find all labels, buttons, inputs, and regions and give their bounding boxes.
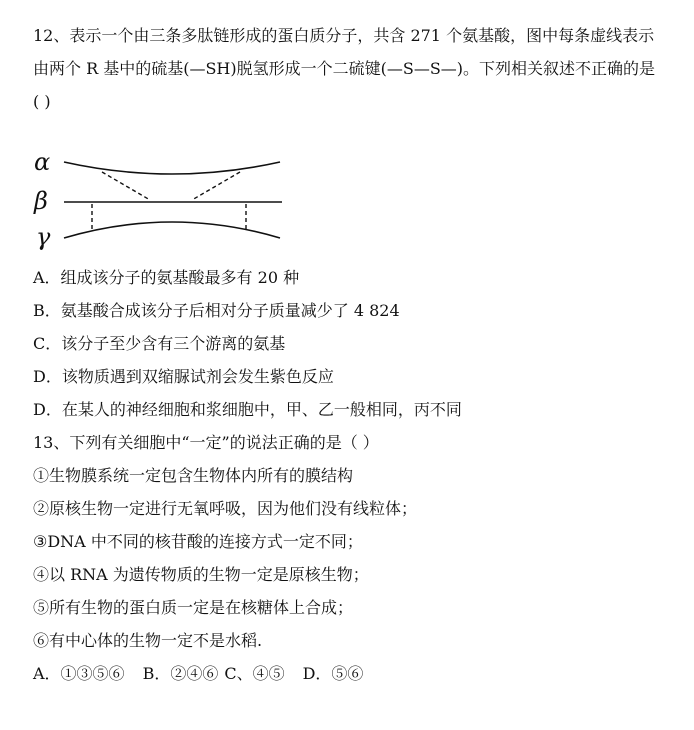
alpha-chain <box>64 162 280 174</box>
disulfide-bond-alpha-beta-right <box>192 172 240 200</box>
q13-statement-5: ⑤所有生物的蛋白质一定是在核糖体上合成； <box>33 598 354 617</box>
q13-choice-c: C、④⑤ <box>224 664 285 683</box>
q12-option-a: A．组成该分子的氨基酸最多有 20 种 <box>33 268 300 287</box>
gamma-chain <box>64 222 280 238</box>
q13-choice-d: D．⑤⑥ <box>302 664 364 683</box>
protein-chain-diagram <box>30 148 290 252</box>
gamma-label: γ <box>36 223 51 251</box>
q12-option-d: D．该物质遇到双缩脲试剂会发生紫色反应 <box>33 367 334 386</box>
q12-option-d-second: D．在某人的神经细胞和浆细胞中，甲、乙一般相同，丙不同 <box>33 400 462 419</box>
q13-choice-b: B．②④⑥ <box>142 664 219 683</box>
q12-option-b: B．氨基酸合成该分子后相对分子质量减少了 4 824 <box>33 301 400 320</box>
q13-statement-3: ③DNA 中不同的核苷酸的连接方式一定不同； <box>33 532 363 551</box>
disulfide-bond-alpha-beta-left <box>102 172 150 200</box>
q13-choices <box>33 664 363 684</box>
q13-statement-4: ④以 RNA 为遗传物质的生物一定是原核生物； <box>33 565 369 584</box>
q13-statement-1: ①生物膜系统一定包含生物体内所有的膜结构 <box>33 466 354 485</box>
q13-stem: 13、下列有关细胞中“一定”的说法正确的是（ ） <box>33 433 379 452</box>
beta-label: β <box>34 187 48 215</box>
q13-choice-a: A．①③⑤⑥ <box>33 664 125 683</box>
q12-stem-line-1: 12、表示一个由三条多肽链形成的蛋白质分子，共含 271 个氨基酸，图中每条虚线表示 <box>33 26 655 45</box>
alpha-label: α <box>34 148 51 176</box>
q12-stem-line-3: ( ) <box>33 92 51 111</box>
q13-statement-2: ②原核生物一定进行无氧呼吸，因为他们没有线粒体； <box>33 499 418 518</box>
q12-option-c: C．该分子至少含有三个游离的氨基 <box>33 334 286 353</box>
q13-statement-6: ⑥有中心体的生物一定不是水稻. <box>33 631 263 650</box>
q12-stem-line-2: 由两个 R 基中的硫基(—SH)脱氢形成一个二硫键(—S—S—)。下列相关叙述不正确的是 <box>33 59 656 78</box>
